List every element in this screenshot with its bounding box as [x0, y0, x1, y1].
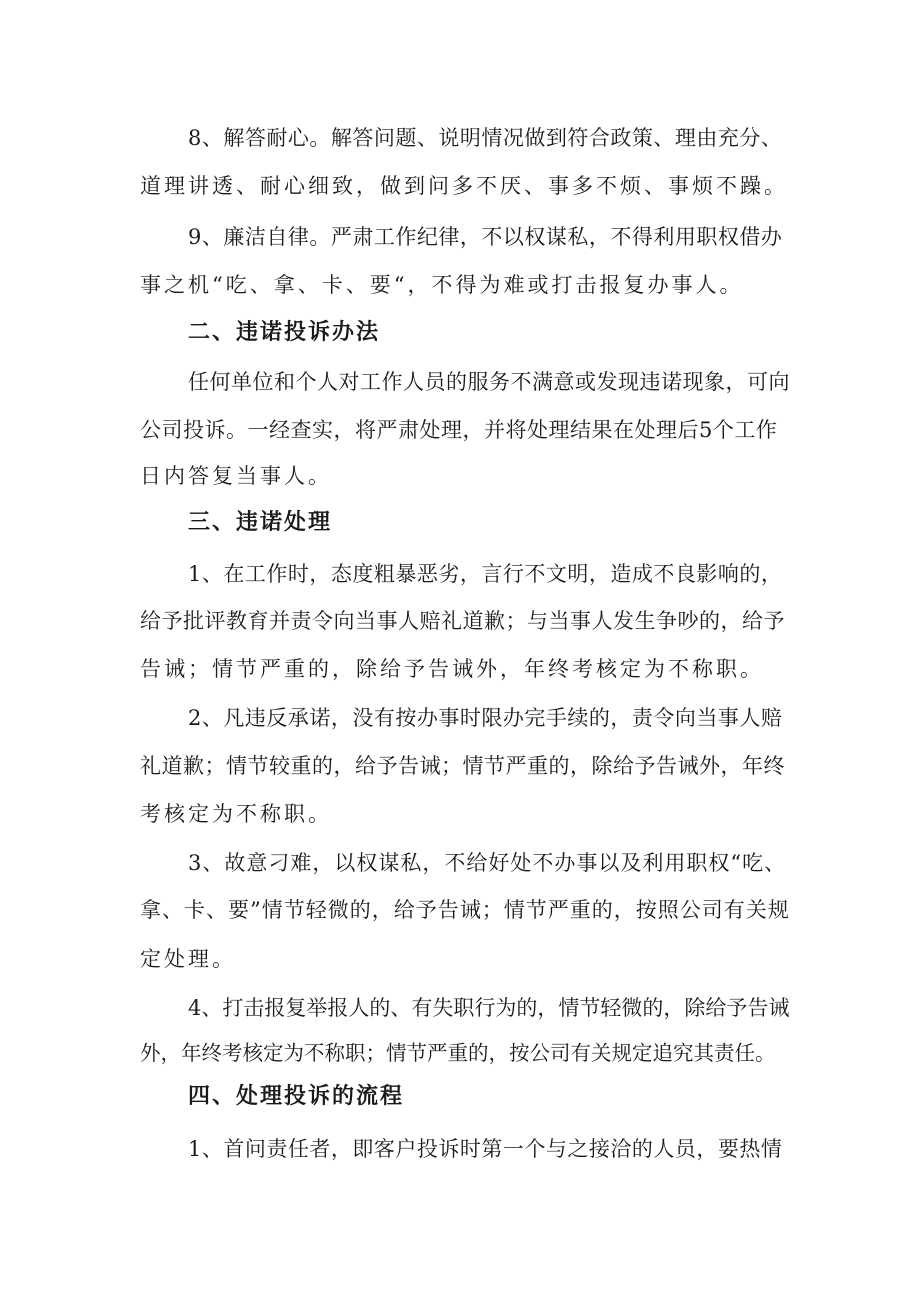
- paragraph-line: 2、凡违反承诺，没有按办事时限办完手续的，责令向当事人赔: [188, 706, 783, 730]
- paragraph-line: 礼道歉；情节较重的，给予告诫；情节严重的，除给予告诫外，年终: [140, 754, 785, 778]
- section-heading: 三、违诺处理: [188, 510, 333, 535]
- paragraph-line: 告诫；情节严重的，除给予告诫外，年终考核定为不称职。: [140, 657, 764, 681]
- paragraph-line: 拿、卡、要”情节轻微的，给予告诫；情节严重的，按照公司有关规: [140, 898, 790, 922]
- paragraph-line: 3、故意刁难，以权谋私，不给好处不办事以及利用职权“吃、: [188, 851, 787, 875]
- paragraph-line: 考核定为不称职。: [140, 802, 332, 826]
- paragraph-line: 1、在工作时，态度粗暴恶劣，言行不文明，造成不良影响的，: [188, 562, 783, 586]
- paragraph-line: 9、廉洁自律。严肃工作纪律，不以权谋私，不得利用职权借办: [188, 225, 783, 249]
- paragraph-line: 公司投诉。一经查实，将严肃处理，并将处理结果在处理后5个工作: [140, 418, 778, 442]
- paragraph-line: 任何单位和个人对工作人员的服务不满意或发现违诺现象，可向: [188, 370, 790, 394]
- paragraph-line: 道理讲透、耐心细致，做到问多不厌、事多不烦、事烦不躁。: [140, 174, 788, 198]
- section-heading: 四、处理投诉的流程: [188, 1084, 405, 1109]
- paragraph-line: 外，年终考核定为不称职；情节严重的，按公司有关规定追究其责任。: [140, 1041, 776, 1065]
- paragraph-line: 给予批评教育并责令向当事人赔礼道歉；与当事人发生争吵的，给予: [140, 609, 785, 633]
- paragraph-line: 事之机“吃、拿、卡、要“，不得为难或打击报复办事人。: [140, 273, 744, 297]
- paragraph-line: 定处理。: [140, 947, 236, 971]
- paragraph-line: 8、解答耐心。解答问题、说明情况做到符合政策、理由充分、: [188, 126, 783, 150]
- paragraph-line: 4、打击报复举报人的、有失职行为的，情节轻微的，除给予告诫: [188, 996, 790, 1020]
- paragraph-line: 1、首问责任者，即客户投诉时第一个与之接洽的人员，要热情: [188, 1137, 783, 1161]
- section-heading: 二、违诺投诉办法: [188, 320, 381, 345]
- paragraph-line: 日内答复当事人。: [140, 464, 332, 488]
